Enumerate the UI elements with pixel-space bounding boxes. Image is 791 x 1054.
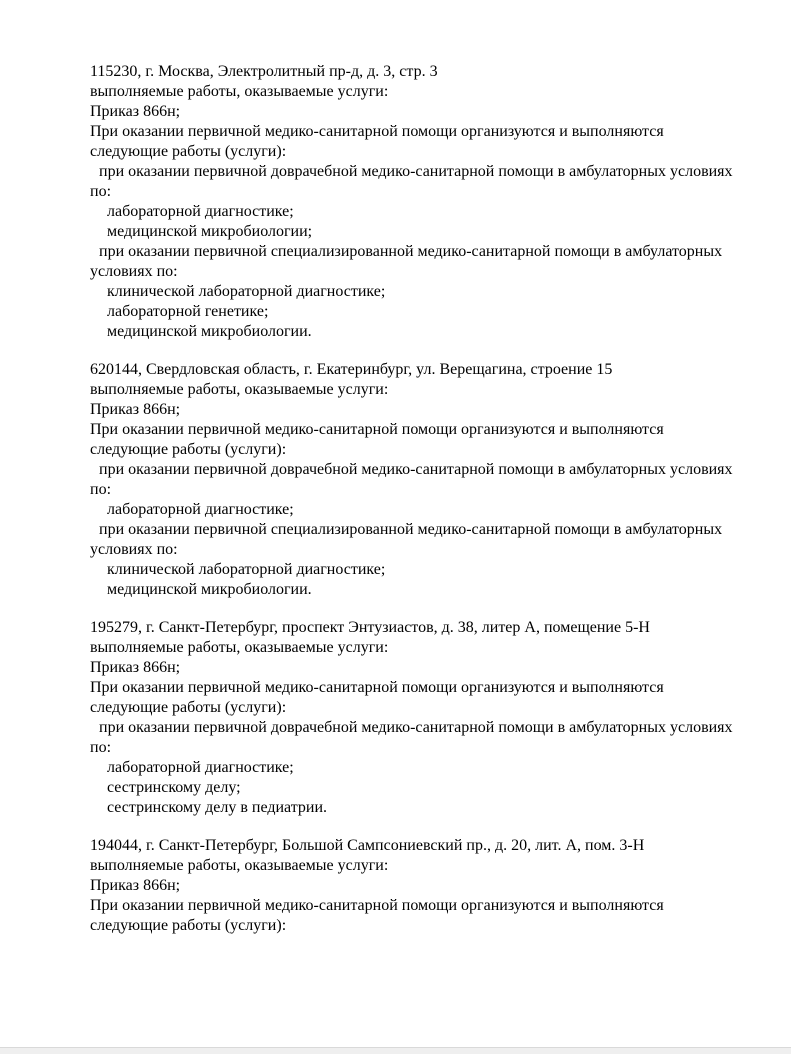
location-block — [90, 360, 741, 600]
location-block-text — [90, 618, 740, 818]
care-type-line: при оказании первичной доврачебной медико-санитарной помощи в амбулаторных условиях по: — [90, 461, 733, 498]
care-type-line: при оказании первичной специализированной медико-санитарной помощи в амбулаторных условиях по: — [90, 521, 723, 558]
order-reference: Приказ 866н; — [90, 401, 181, 418]
care-type-line: при оказании первичной специализированной медико-санитарной помощи в амбулаторных условиях по: — [90, 243, 723, 280]
order-reference: Приказ 866н; — [90, 103, 181, 120]
location-block-text — [90, 836, 740, 936]
works-services-label: выполняемые работы, оказываемые услуги: — [90, 381, 389, 398]
location-block — [90, 618, 741, 818]
horizontal-scrollbar-track[interactable] — [0, 1047, 791, 1054]
address-line: 195279, г. Санкт-Петербург, проспект Энтузиастов, д. 38, литер А, помещение 5-Н — [90, 619, 650, 636]
services-intro: При оказании первичной медико-санитарной помощи организуются и выполняются следующие работы (услуги): — [90, 679, 664, 716]
services-intro: При оказании первичной медико-санитарной помощи организуются и выполняются следующие работы (услуги): — [90, 421, 664, 458]
location-block — [90, 836, 741, 936]
service-line: медицинской микробиологии. — [107, 323, 312, 340]
location-block-text — [90, 62, 740, 342]
works-services-label: выполняемые работы, оказываемые услуги: — [90, 857, 389, 874]
service-line: лабораторной диагностике; — [107, 501, 294, 518]
service-line: лабораторной диагностике; — [107, 203, 294, 220]
care-type-line: при оказании первичной доврачебной медико-санитарной помощи в амбулаторных условиях по: — [90, 719, 733, 756]
service-line: сестринскому делу в педиатрии. — [107, 799, 328, 816]
service-line: медицинской микробиологии; — [107, 223, 313, 240]
care-type-line: при оказании первичной доврачебной медико-санитарной помощи в амбулаторных условиях по: — [90, 163, 733, 200]
location-block-text — [90, 360, 740, 600]
order-reference: Приказ 866н; — [90, 659, 181, 676]
service-line: клинической лабораторной диагностике; — [107, 283, 386, 300]
address-line: 194044, г. Санкт-Петербург, Большой Сампсониевский пр., д. 20, лит. А, пом. 3-Н — [90, 837, 645, 854]
service-line: сестринскому делу; — [107, 779, 241, 796]
works-services-label: выполняемые работы, оказываемые услуги: — [90, 639, 389, 656]
location-block — [90, 62, 741, 342]
services-intro: При оказании первичной медико-санитарной помощи организуются и выполняются следующие работы (услуги): — [90, 897, 664, 934]
order-reference: Приказ 866н; — [90, 877, 181, 894]
services-intro: При оказании первичной медико-санитарной помощи организуются и выполняются следующие работы (услуги): — [90, 123, 664, 160]
service-line: клинической лабораторной диагностике; — [107, 561, 386, 578]
service-line: медицинской микробиологии. — [107, 581, 312, 598]
address-line: 115230, г. Москва, Электролитный пр-д, д. 3, стр. 3 — [90, 63, 438, 80]
works-services-label: выполняемые работы, оказываемые услуги: — [90, 83, 389, 100]
service-line: лабораторной диагностике; — [107, 759, 294, 776]
address-line: 620144, Свердловская область, г. Екатеринбург, ул. Верещагина, строение 15 — [90, 361, 613, 378]
service-line: лабораторной генетике; — [107, 303, 269, 320]
